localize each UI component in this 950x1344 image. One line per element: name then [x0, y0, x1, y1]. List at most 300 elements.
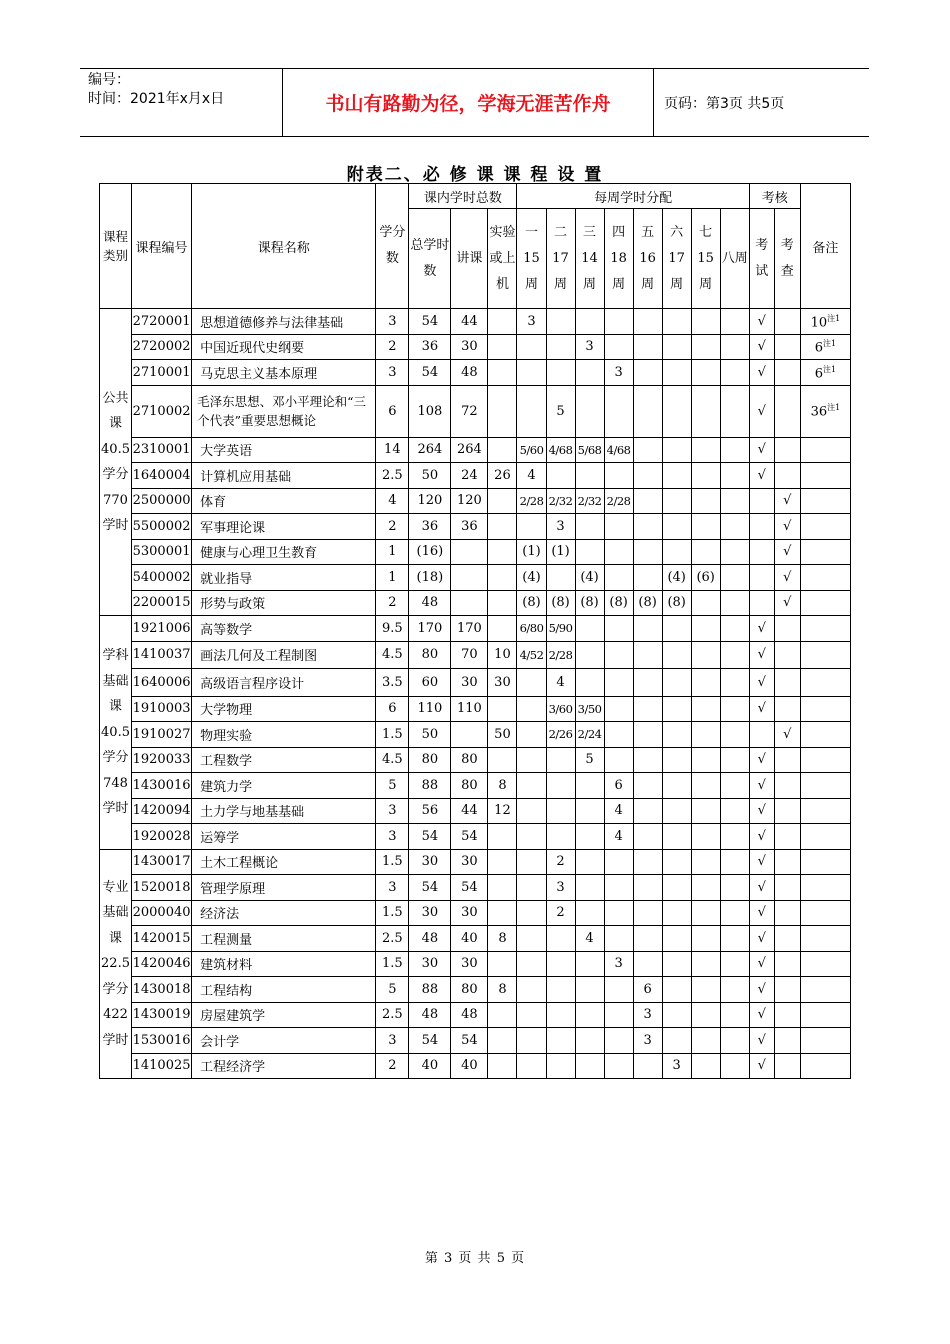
- cell-code: 2500000: [132, 488, 192, 514]
- cell-lecture: [451, 565, 488, 591]
- cell-total: 48: [409, 1002, 451, 1028]
- cell-name: 运筹学: [192, 824, 376, 850]
- col-header-sem-8: 八周: [720, 209, 749, 309]
- cell-credits: 5: [376, 773, 409, 799]
- cell-sem-2: 5: [546, 385, 575, 437]
- remark-note: 注1: [823, 339, 837, 349]
- cell-remark: [800, 875, 850, 901]
- cell-name: 建筑力学: [192, 773, 376, 799]
- cell-code: 1921006: [132, 616, 192, 642]
- col-header-sem-3: 三14周: [575, 209, 604, 309]
- cell-remark: [800, 641, 850, 668]
- cell-sem-2: 3: [546, 514, 575, 540]
- cell-sem-6: [662, 696, 691, 722]
- cell-lecture: 120: [451, 488, 488, 514]
- col-header-name: 课程名称: [192, 184, 376, 309]
- cell-sem-2: 2: [546, 900, 575, 926]
- cell-sem-8: [720, 514, 749, 540]
- cell-sem-6: [662, 798, 691, 824]
- cell-sem-3: 5/68: [575, 437, 604, 463]
- cell-remark: [800, 747, 850, 773]
- cell-check: [774, 926, 800, 952]
- cell-check: [774, 360, 800, 386]
- cell-sem-4: [604, 849, 633, 875]
- cell-total: 54: [409, 875, 451, 901]
- cell-check: [774, 1028, 800, 1054]
- cell-exam: √: [749, 977, 774, 1003]
- cell-sem-8: [720, 773, 749, 799]
- col-header-category: 课程类别: [100, 184, 132, 309]
- cell-sem-3: [575, 360, 604, 386]
- cell-sem-2: [546, 824, 575, 850]
- cell-sem-8: [720, 463, 749, 489]
- cell-sem-2: 2/26: [546, 722, 575, 748]
- cell-check: [774, 951, 800, 977]
- cell-name: 建筑材料: [192, 951, 376, 977]
- cell-code: 1430017: [132, 849, 192, 875]
- page-header: [80, 68, 869, 137]
- cell-sem-2: [546, 773, 575, 799]
- cell-lecture: 30: [451, 951, 488, 977]
- cell-name: 高等数学: [192, 616, 376, 642]
- cell-total: 40: [409, 1053, 451, 1079]
- cell-sem-2: [546, 309, 575, 335]
- cell-lecture: 30: [451, 668, 488, 696]
- cell-sem-7: [691, 437, 720, 463]
- remark-note: 注1: [827, 313, 841, 323]
- cell-remark: [800, 437, 850, 463]
- cell-sem-8: [720, 824, 749, 850]
- cell-sem-3: [575, 900, 604, 926]
- cell-lab: [488, 514, 517, 540]
- cell-sem-5: 3: [633, 1002, 662, 1028]
- cell-check: √: [774, 539, 800, 565]
- cell-remark: [800, 488, 850, 514]
- cell-code: 1920033: [132, 747, 192, 773]
- cell-sem-7: [691, 334, 720, 360]
- cell-sem-6: [662, 1028, 691, 1054]
- cell-sem-4: [604, 309, 633, 335]
- cell-exam: √: [749, 463, 774, 489]
- cell-sem-7: [691, 722, 720, 748]
- cell-credits: 2.5: [376, 463, 409, 489]
- cell-lecture: 48: [451, 360, 488, 386]
- cell-sem-7: [691, 488, 720, 514]
- cell-sem-2: 2/28: [546, 641, 575, 668]
- cell-sem-6: [662, 488, 691, 514]
- cell-lab: [488, 849, 517, 875]
- cell-sem-5: (8): [633, 590, 662, 616]
- cell-sem-5: [633, 488, 662, 514]
- cell-lab: [488, 1028, 517, 1054]
- cell-check: [774, 824, 800, 850]
- cell-sem-5: [633, 565, 662, 591]
- cell-lecture: 264: [451, 437, 488, 463]
- course-table: [99, 183, 851, 1079]
- cell-sem-4: [604, 668, 633, 696]
- cell-lab: [488, 951, 517, 977]
- cell-credits: 3: [376, 824, 409, 850]
- cell-sem-6: [662, 875, 691, 901]
- cell-credits: 1.5: [376, 722, 409, 748]
- cell-code: 2720002: [132, 334, 192, 360]
- cell-name: 画法几何及工程制图: [192, 641, 376, 668]
- cell-code: 1640006: [132, 668, 192, 696]
- cell-lab: [488, 747, 517, 773]
- cell-sem-1: [517, 722, 546, 748]
- cell-sem-1: [517, 360, 546, 386]
- cell-credits: 5: [376, 977, 409, 1003]
- cell-sem-5: [633, 696, 662, 722]
- cell-sem-2: 5/90: [546, 616, 575, 642]
- cell-check: √: [774, 590, 800, 616]
- table-row: [100, 488, 851, 514]
- table-row: [100, 798, 851, 824]
- cell-sem-8: [720, 334, 749, 360]
- cell-sem-7: [691, 977, 720, 1003]
- col-header-lecture: 讲课: [451, 209, 488, 309]
- cell-sem-7: [691, 1053, 720, 1079]
- cell-sem-2: [546, 798, 575, 824]
- cell-sem-2: 4/68: [546, 437, 575, 463]
- cell-remark: [800, 463, 850, 489]
- cell-credits: 1.5: [376, 900, 409, 926]
- cell-lecture: 80: [451, 747, 488, 773]
- cell-lecture: 40: [451, 1053, 488, 1079]
- col-header-sem-5: 五16周: [633, 209, 662, 309]
- cell-sem-2: 2: [546, 849, 575, 875]
- cell-lab: 8: [488, 773, 517, 799]
- cell-sem-1: (1): [517, 539, 546, 565]
- col-header-hours-group: 课内学时总数: [409, 184, 517, 209]
- cell-sem-6: [662, 668, 691, 696]
- cell-check: [774, 773, 800, 799]
- remark-note: 注1: [823, 364, 837, 374]
- document-time-label: 时间：2021年x月x日: [88, 91, 225, 107]
- cell-sem-1: [517, 334, 546, 360]
- table-row: [100, 463, 851, 489]
- cell-sem-5: [633, 616, 662, 642]
- header-page-number: 页码：第3页 共5页: [664, 95, 785, 112]
- table-row: [100, 334, 851, 360]
- cell-total: 54: [409, 824, 451, 850]
- cell-sem-3: [575, 385, 604, 437]
- cell-sem-6: [662, 616, 691, 642]
- cell-total: 88: [409, 773, 451, 799]
- cell-sem-4: [604, 385, 633, 437]
- cell-sem-4: 4: [604, 824, 633, 850]
- cell-sem-1: [517, 1028, 546, 1054]
- cell-sem-3: (4): [575, 565, 604, 591]
- cell-remark: [800, 565, 850, 591]
- cell-sem-5: [633, 951, 662, 977]
- cell-exam: √: [749, 900, 774, 926]
- cell-lecture: 110: [451, 696, 488, 722]
- cell-remark: [800, 385, 850, 437]
- cell-check: √: [774, 488, 800, 514]
- cell-check: [774, 900, 800, 926]
- cell-total: 80: [409, 747, 451, 773]
- cell-sem-7: [691, 696, 720, 722]
- cell-sem-8: [720, 437, 749, 463]
- cell-lab: [488, 360, 517, 386]
- cell-sem-3: [575, 1053, 604, 1079]
- cell-sem-1: [517, 798, 546, 824]
- cell-credits: 3: [376, 875, 409, 901]
- cell-check: [774, 977, 800, 1003]
- cell-exam: √: [749, 385, 774, 437]
- cell-sem-6: [662, 514, 691, 540]
- cell-lab: 30: [488, 668, 517, 696]
- cell-exam: √: [749, 824, 774, 850]
- cell-credits: 9.5: [376, 616, 409, 642]
- col-header-assess-group: 考核: [749, 184, 800, 209]
- cell-lab: 8: [488, 926, 517, 952]
- table-row: [100, 668, 851, 696]
- cell-check: [774, 798, 800, 824]
- cell-exam: √: [749, 747, 774, 773]
- cell-check: [774, 875, 800, 901]
- cell-check: [774, 747, 800, 773]
- cell-sem-7: [691, 668, 720, 696]
- header-motto: 书山有路勤为径，学海无涯苦作舟: [282, 69, 654, 136]
- cell-exam: √: [749, 309, 774, 335]
- cell-exam: √: [749, 616, 774, 642]
- table-row: [100, 696, 851, 722]
- cell-sem-6: [662, 747, 691, 773]
- cell-sem-7: [691, 641, 720, 668]
- cell-name: 大学英语: [192, 437, 376, 463]
- cell-sem-2: [546, 463, 575, 489]
- cell-sem-5: [633, 437, 662, 463]
- cell-remark: [800, 539, 850, 565]
- cell-remark: [800, 1053, 850, 1079]
- col-header-sem-7: 七15周: [691, 209, 720, 309]
- cell-exam: √: [749, 668, 774, 696]
- cell-exam: √: [749, 437, 774, 463]
- cell-total: 80: [409, 641, 451, 668]
- cell-exam: [749, 722, 774, 748]
- cell-sem-6: [662, 722, 691, 748]
- course-category: 专业基础课22.5学分422学时: [100, 849, 132, 1079]
- page-footer: 第 3 页 共 5 页: [424, 1251, 526, 1266]
- cell-sem-4: 3: [604, 360, 633, 386]
- cell-sem-4: [604, 747, 633, 773]
- cell-sem-3: 2/24: [575, 722, 604, 748]
- cell-sem-2: (1): [546, 539, 575, 565]
- cell-exam: √: [749, 773, 774, 799]
- cell-name: 管理学原理: [192, 875, 376, 901]
- cell-sem-8: [720, 926, 749, 952]
- cell-sem-6: [662, 463, 691, 489]
- cell-sem-8: [720, 385, 749, 437]
- cell-lecture: 44: [451, 798, 488, 824]
- cell-sem-6: [662, 385, 691, 437]
- cell-name: 土木工程概论: [192, 849, 376, 875]
- cell-sem-3: [575, 1002, 604, 1028]
- cell-credits: 1.5: [376, 951, 409, 977]
- cell-remark: [800, 722, 850, 748]
- cell-name: 形势与政策: [192, 590, 376, 616]
- cell-lab: [488, 824, 517, 850]
- cell-exam: √: [749, 849, 774, 875]
- cell-lab: [488, 488, 517, 514]
- cell-code: 1910003: [132, 696, 192, 722]
- cell-total: 30: [409, 951, 451, 977]
- cell-code: 5300001: [132, 539, 192, 565]
- table-row: [100, 900, 851, 926]
- cell-name: 经济法: [192, 900, 376, 926]
- cell-sem-3: [575, 849, 604, 875]
- cell-remark: [800, 590, 850, 616]
- cell-remark: [800, 360, 850, 386]
- cell-sem-5: [633, 875, 662, 901]
- cell-total: 48: [409, 926, 451, 952]
- cell-code: 2310001: [132, 437, 192, 463]
- cell-sem-3: [575, 668, 604, 696]
- cell-code: 2720001: [132, 309, 192, 335]
- cell-lab: [488, 385, 517, 437]
- cell-sem-6: [662, 824, 691, 850]
- cell-credits: 4.5: [376, 641, 409, 668]
- cell-sem-4: [604, 565, 633, 591]
- cell-total: 30: [409, 849, 451, 875]
- cell-code: 1420046: [132, 951, 192, 977]
- cell-sem-7: [691, 309, 720, 335]
- cell-code: 5400002: [132, 565, 192, 591]
- cell-sem-1: [517, 875, 546, 901]
- cell-sem-8: [720, 977, 749, 1003]
- cell-sem-2: [546, 747, 575, 773]
- cell-credits: 1: [376, 539, 409, 565]
- cell-remark: [800, 951, 850, 977]
- cell-sem-8: [720, 1002, 749, 1028]
- cell-sem-3: [575, 798, 604, 824]
- cell-sem-4: 6: [604, 773, 633, 799]
- cell-code: 2710002: [132, 385, 192, 437]
- cell-sem-7: [691, 773, 720, 799]
- cell-lab: [488, 875, 517, 901]
- cell-sem-5: [633, 773, 662, 799]
- cell-sem-4: 4: [604, 798, 633, 824]
- cell-check: [774, 1002, 800, 1028]
- cell-sem-1: [517, 773, 546, 799]
- col-header-remark: 备注: [800, 184, 850, 309]
- cell-sem-3: [575, 514, 604, 540]
- cell-sem-1: [517, 900, 546, 926]
- cell-lab: 12: [488, 798, 517, 824]
- cell-sem-5: [633, 1053, 662, 1079]
- cell-credits: 1: [376, 565, 409, 591]
- cell-name: 工程测量: [192, 926, 376, 952]
- remark-value: 6: [814, 365, 823, 381]
- cell-remark: [800, 309, 850, 335]
- cell-lab: [488, 565, 517, 591]
- cell-check: √: [774, 514, 800, 540]
- cell-sem-2: [546, 565, 575, 591]
- table-row: [100, 824, 851, 850]
- cell-sem-8: [720, 1028, 749, 1054]
- cell-check: [774, 668, 800, 696]
- cell-code: 2000040: [132, 900, 192, 926]
- cell-sem-2: [546, 1002, 575, 1028]
- cell-sem-8: [720, 539, 749, 565]
- cell-sem-8: [720, 616, 749, 642]
- cell-name: 军事理论课: [192, 514, 376, 540]
- cell-credits: 2: [376, 1053, 409, 1079]
- table-row: [100, 565, 851, 591]
- cell-sem-6: [662, 437, 691, 463]
- cell-sem-6: [662, 926, 691, 952]
- cell-lab: [488, 1002, 517, 1028]
- cell-sem-4: [604, 1053, 633, 1079]
- cell-sem-1: 4: [517, 463, 546, 489]
- cell-credits: 2.5: [376, 926, 409, 952]
- cell-sem-3: [575, 875, 604, 901]
- col-header-sem-4: 四18周: [604, 209, 633, 309]
- cell-lab: 10: [488, 641, 517, 668]
- cell-lab: [488, 696, 517, 722]
- cell-sem-5: 3: [633, 1028, 662, 1054]
- cell-code: 1920028: [132, 824, 192, 850]
- cell-sem-5: [633, 360, 662, 386]
- cell-total: 36: [409, 514, 451, 540]
- table-row: [100, 722, 851, 748]
- cell-sem-4: [604, 463, 633, 489]
- cell-lecture: 80: [451, 977, 488, 1003]
- col-header-weekly-group: 每周学时分配: [517, 184, 749, 209]
- cell-sem-3: 2/32: [575, 488, 604, 514]
- cell-sem-2: (8): [546, 590, 575, 616]
- cell-remark: [800, 616, 850, 642]
- document-number-label: 编号：: [88, 72, 130, 88]
- cell-sem-7: [691, 590, 720, 616]
- cell-sem-5: 6: [633, 977, 662, 1003]
- cell-sem-1: (4): [517, 565, 546, 591]
- cell-exam: √: [749, 951, 774, 977]
- cell-total: 54: [409, 309, 451, 335]
- cell-lab: [488, 334, 517, 360]
- table-row: [100, 747, 851, 773]
- cell-credits: 6: [376, 696, 409, 722]
- cell-remark: [800, 849, 850, 875]
- cell-sem-7: [691, 1028, 720, 1054]
- table-row: [100, 773, 851, 799]
- cell-sem-4: [604, 539, 633, 565]
- cell-sem-8: [720, 565, 749, 591]
- cell-check: [774, 696, 800, 722]
- header-meta: [80, 69, 282, 136]
- cell-credits: 14: [376, 437, 409, 463]
- table-row: [100, 1002, 851, 1028]
- cell-name: 毛泽东思想、邓小平理论和“三个代表”重要思想概论: [192, 385, 376, 437]
- cell-sem-4: [604, 1028, 633, 1054]
- cell-check: [774, 1053, 800, 1079]
- col-header-credits: 学分数: [376, 184, 409, 309]
- cell-total: 264: [409, 437, 451, 463]
- cell-credits: 4: [376, 488, 409, 514]
- col-header-sem-2: 二17周: [546, 209, 575, 309]
- cell-sem-2: [546, 334, 575, 360]
- cell-sem-3: [575, 309, 604, 335]
- cell-name: 大学物理: [192, 696, 376, 722]
- table-row: [100, 951, 851, 977]
- cell-name: 会计学: [192, 1028, 376, 1054]
- cell-credits: 2: [376, 590, 409, 616]
- cell-lecture: 54: [451, 875, 488, 901]
- cell-total: 48: [409, 590, 451, 616]
- cell-code: 1430019: [132, 1002, 192, 1028]
